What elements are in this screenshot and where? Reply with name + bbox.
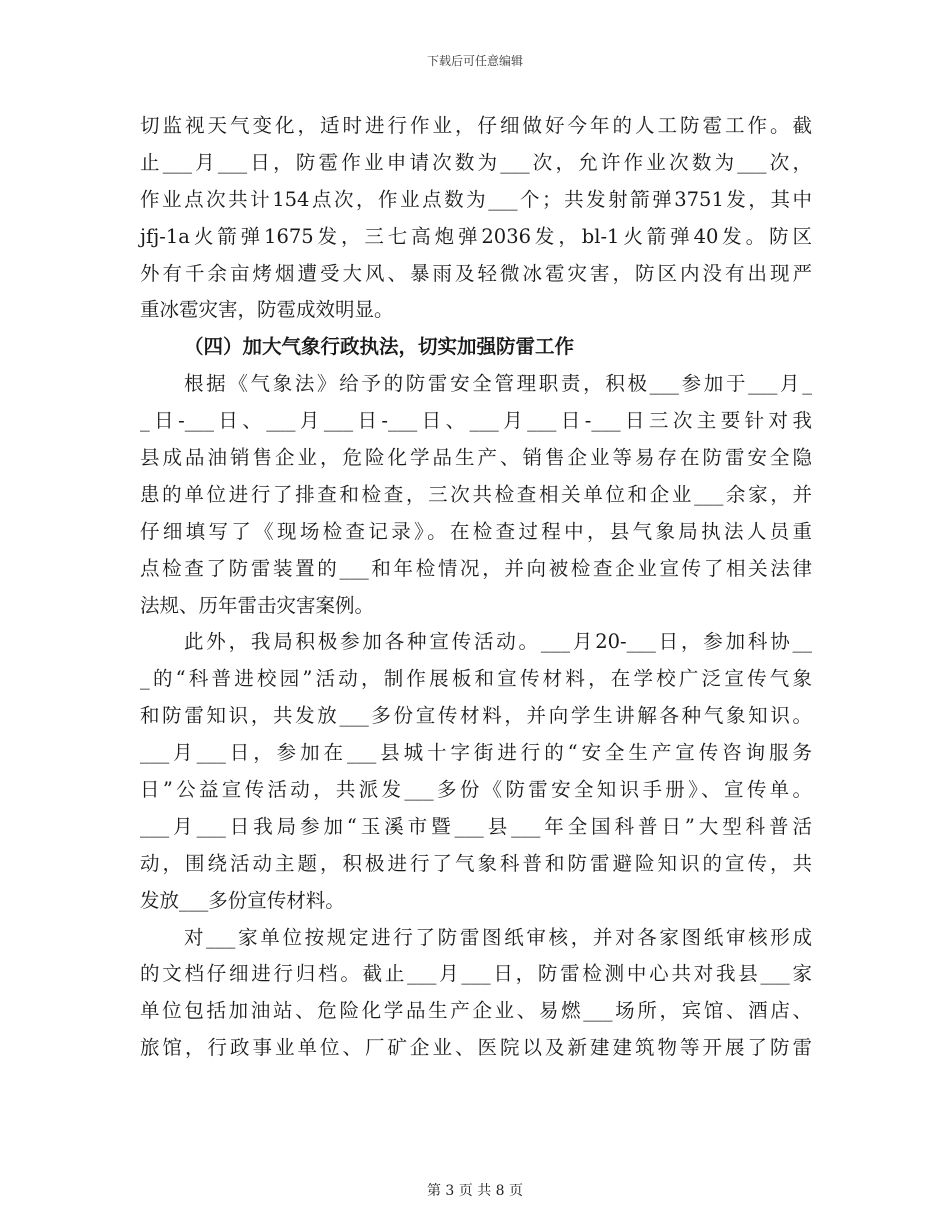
text-line: jfj-1a火箭弹1675发，三七高炮弹2036发，bl-1火箭弹40发。防区 [140,224,812,248]
text-line: 对___家单位按规定进行了防雷图纸审核，并对各家图纸审核形成 [184,925,812,949]
text-line: 单位包括加油站、危险化学品生产企业、易燃___场所，宾馆、酒店、 [140,999,812,1023]
text-line: 县成品油销售企业，危险化学品生产、销售企业等易存在防雷安全隐 [140,446,812,470]
text-line: _日-___日、___月___日-___日、___月___日-___日三次主要针对我 [140,409,812,433]
text-line: 日”公益宣传活动，共派发___多份《防雷安全知识手册》、宣传单。 [140,778,812,802]
text-line: 动，围绕活动主题，积极进行了气象科普和防雷避险知识的宣传，共 [140,851,812,875]
text-line: 的文档仔细进行归档。截止___月___日，防雷检测中心共对我县___家 [140,962,812,986]
text-line: 点检查了防雷装置的___和年检情况，并向被检查企业宣传了相关法律 [140,556,812,580]
text-line: 此外，我局积极参加各种宣传活动。___月20-___日，参加科协__ [184,630,812,654]
page-header: 下载后可任意编辑 [426,54,523,68]
text-line: 发放___多份宣传材料。 [140,888,345,912]
text-line: ___月___日，参加在___县城十字街进行的“安全生产宣传咨询服务 [140,741,812,765]
text-line: 根据《气象法》给予的防雷安全管理职责，积极___参加于___月_ [184,372,812,396]
text-line: 止___月___日，防雹作业申请次数为___次，允许作业次数为___次， [140,150,812,174]
text-line: 和防雷知识，共发放___多份宣传材料，并向学生讲解各种气象知识。 [140,704,812,728]
text-line: 患的单位进行了排查和检查，三次共检查相关单位和企业___余家，并 [140,482,812,506]
page-footer: 第 3 页 共 8 页 [426,1183,524,1199]
document-body [140,108,812,1067]
text-line: 法规、历年雷击灾害案例。 [140,593,375,617]
text-line: 作业点次共计154点次，作业点数为___个；共发射箭弹3751发，其中 [140,187,812,211]
text-line: 仔细填写了《现场检查记录》。在检查过程中，县气象局执法人员重 [140,519,812,543]
text-line: 切监视天气变化，适时进行作业，仔细做好今年的人工防雹工作。截 [140,114,812,137]
section-heading: （四）加大气象行政执法，切实加强防雷工作 [184,335,575,359]
text-line: _的“科普进校园”活动，制作展板和宣传材料，在学校广泛宣传气象 [140,667,812,691]
text-line: 重冰雹灾害，防雹成效明显。 [140,298,394,322]
text-line: 外有千余亩烤烟遭受大风、暴雨及轻微冰雹灾害，防区内没有出现严 [140,261,812,285]
text-line: ___月___日我局参加“玉溪市暨___县___年全国科普日”大型科普活 [140,814,812,838]
text-line: 旅馆，行政事业单位、厂矿企业、医院以及新建建筑物等开展了防雷 [140,1036,812,1060]
